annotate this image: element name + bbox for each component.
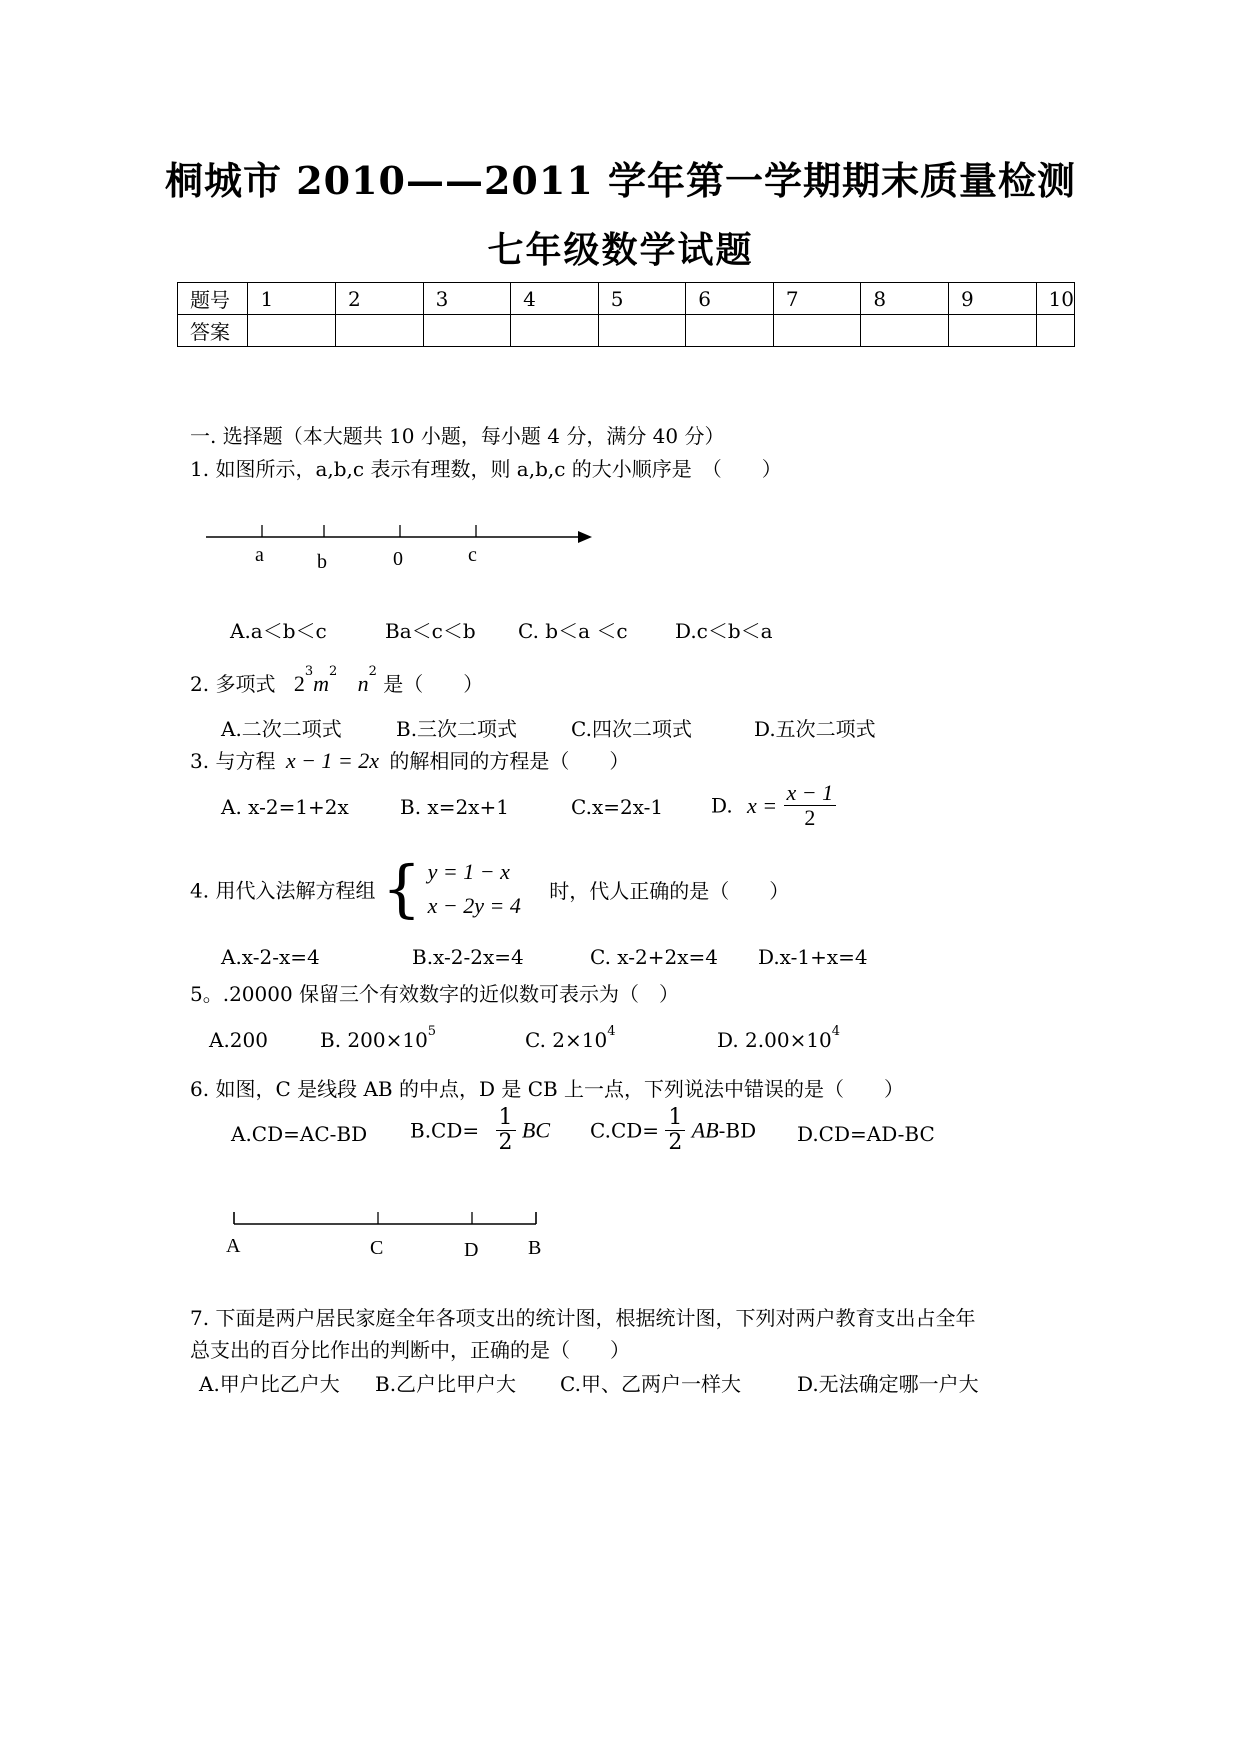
q1-option-d: D.c＜b＜a — [675, 619, 773, 643]
system-equation-1: y = 1 − x — [427, 859, 510, 884]
fraction-numerator: 1 — [665, 1106, 685, 1131]
q2-option-c: C.四次二项式 — [571, 717, 692, 741]
question-number-cell: 5 — [598, 283, 686, 315]
segment-label: B — [528, 1237, 542, 1259]
q6-option-b-label: B.CD= — [410, 1118, 480, 1143]
q5-option-d-text: D. 2.00×10 — [717, 1028, 832, 1052]
polynomial-coefficient: 2 — [293, 671, 305, 696]
answer-cell — [248, 315, 336, 347]
q3-option-d-lhs: x = — [747, 792, 778, 818]
segment-label: D — [464, 1239, 479, 1261]
q6-option-b — [410, 1106, 550, 1155]
q7-option-a: A.甲户比乙户大 — [199, 1372, 340, 1396]
q5-option-d — [717, 1024, 841, 1052]
q3-option-c: C.x=2x-1 — [571, 795, 664, 819]
answer-cell — [598, 315, 686, 347]
answer-table-header-row — [178, 283, 1075, 315]
number-line-label: b — [317, 551, 327, 573]
arrow-icon — [578, 531, 592, 543]
question-number-cell: 3 — [423, 283, 511, 315]
q1-option-c: C. b＜a ＜c — [518, 619, 628, 643]
number-line-label: a — [255, 544, 264, 566]
fraction-denominator: 2 — [498, 1130, 513, 1156]
question-5-text: 5。.20000 保留三个有效数字的近似数可表示为（ ） — [190, 982, 680, 1006]
q1-option-b: Ba＜c＜b — [385, 619, 476, 643]
exam-title: 桐城市 2010——2011 学年第一学期期末质量检测 — [165, 158, 1076, 203]
q6-option-b-var: BC — [521, 1117, 550, 1143]
q4-option-d: D.x-1+x=4 — [758, 945, 868, 969]
q4-option-b: B.x-2-2x=4 — [412, 945, 524, 969]
q7-option-b: B.乙户比甲户大 — [375, 1372, 517, 1396]
question-number-cell: 4 — [511, 283, 599, 315]
question-number-cell: 9 — [948, 283, 1036, 315]
q2-option-a: A.二次二项式 — [221, 717, 342, 741]
q3-option-a: A. x-2=1+2x — [221, 795, 349, 819]
fraction-one-half — [496, 1106, 516, 1155]
q6-option-c-var: AB — [691, 1117, 719, 1143]
q5-option-c-text: C. 2×10 — [525, 1028, 608, 1052]
question-number-cell: 6 — [686, 283, 774, 315]
system-equation-2: x − 2y = 4 — [427, 893, 521, 918]
answer-cell — [336, 315, 424, 347]
q5-option-c — [525, 1024, 616, 1052]
table-header-cell: 题号 — [178, 283, 248, 315]
q5-option-b — [320, 1024, 437, 1052]
question-3-equation: x − 1 = 2x — [285, 748, 380, 773]
question-4-prefix: 4. 用代入法解方程组 — [190, 878, 376, 903]
exponent: 4 — [831, 1024, 841, 1039]
q5-option-a: A.200 — [209, 1028, 268, 1052]
q7-option-c: C.甲、乙两户一样大 — [560, 1372, 741, 1396]
q2-option-d: D.五次二项式 — [754, 717, 876, 741]
table-header-cell: 答案 — [178, 315, 248, 347]
left-brace-icon: { — [381, 852, 422, 925]
answer-cell — [1036, 315, 1074, 347]
question-number-cell: 1 — [248, 283, 336, 315]
q5-option-b-text: B. 200×10 — [320, 1028, 428, 1052]
answer-table — [177, 282, 1075, 347]
q4-option-a: A.x-2-x=4 — [221, 945, 320, 969]
exponent: 4 — [607, 1024, 616, 1039]
q4-option-c: C. x-2+2x=4 — [590, 945, 718, 969]
number-line-label: 0 — [393, 548, 403, 570]
question-6-text: 6. 如图，C 是线段 AB 的中点，D 是 CB 上一点，下列说法中错误的是（ ） — [190, 1077, 905, 1101]
q2-option-b: B.三次二项式 — [396, 717, 518, 741]
q3-option-b: B. x=2x+1 — [400, 795, 509, 819]
q3-option-d — [711, 781, 836, 830]
fraction-numerator: x − 1 — [784, 781, 837, 806]
question-2-prefix: 2. 多项式 — [190, 672, 276, 696]
question-7-line-2: 总支出的百分比作出的判断中，正确的是（ ） — [190, 1338, 630, 1362]
variable-m: m — [313, 671, 329, 696]
exponent: 2 — [368, 664, 377, 679]
exam-subtitle: 七年级数学试题 — [487, 229, 754, 271]
answer-cell — [861, 315, 949, 347]
question-3-suffix: 的解相同的方程是（ ） — [389, 749, 630, 773]
fraction-denominator: 2 — [668, 1130, 683, 1156]
question-number-cell: 2 — [336, 283, 424, 315]
question-3-line — [190, 745, 629, 774]
answer-cell — [423, 315, 511, 347]
q3-option-d-label: D. — [711, 793, 733, 818]
exponent: 2 — [328, 664, 338, 679]
fraction-numerator: 1 — [496, 1106, 516, 1131]
question-4-suffix: 时，代人正确的是（ ） — [549, 878, 790, 903]
exponent: 5 — [427, 1024, 437, 1039]
question-number-cell: 7 — [773, 283, 861, 315]
fraction-denominator: 2 — [804, 805, 816, 831]
q7-option-d: D.无法确定哪一户大 — [797, 1372, 979, 1396]
question-4-line — [190, 852, 790, 925]
question-3-prefix: 3. 与方程 — [190, 749, 276, 773]
answer-cell — [686, 315, 774, 347]
segment-label: C — [370, 1237, 384, 1259]
answer-cell — [511, 315, 599, 347]
q6-option-c-suffix: -BD — [718, 1118, 757, 1143]
answer-cell — [773, 315, 861, 347]
answer-table-answer-row — [178, 315, 1075, 347]
number-line-diagram — [200, 515, 600, 575]
section-heading: 一. 选择题（本大题共 10 小题，每小题 4 分，满分 40 分） — [190, 424, 725, 448]
q3-option-d-fraction — [784, 781, 837, 830]
fraction-one-half — [665, 1106, 685, 1155]
segment-label: A — [226, 1235, 241, 1257]
question-2-suffix: 是（ ） — [383, 672, 484, 696]
question-number-cell: 8 — [861, 283, 949, 315]
q1-option-a: A.a＜b＜c — [230, 619, 327, 643]
question-2-line — [190, 664, 484, 697]
variable-n: n — [357, 671, 369, 696]
q6-option-d: D.CD=AD-BC — [797, 1122, 935, 1146]
exponent: 3 — [304, 664, 314, 679]
q6-option-a: A.CD=AC-BD — [231, 1122, 368, 1146]
question-1-text: 1. 如图所示，a,b,c 表示有理数，则 a,b,c 的大小顺序是 （ ） — [190, 457, 782, 481]
line-segment-diagram — [220, 1200, 560, 1266]
answer-cell — [948, 315, 1036, 347]
q6-option-c-label: C.CD= — [590, 1118, 660, 1143]
equation-system — [428, 855, 521, 923]
question-7-line-1: 7. 下面是两户居民家庭全年各项支出的统计图，根据统计图，下列对两户教育支出占全年 — [190, 1306, 976, 1330]
q6-option-c — [590, 1106, 756, 1155]
question-number-cell: 10 — [1036, 283, 1074, 315]
number-line-label: c — [468, 544, 477, 566]
